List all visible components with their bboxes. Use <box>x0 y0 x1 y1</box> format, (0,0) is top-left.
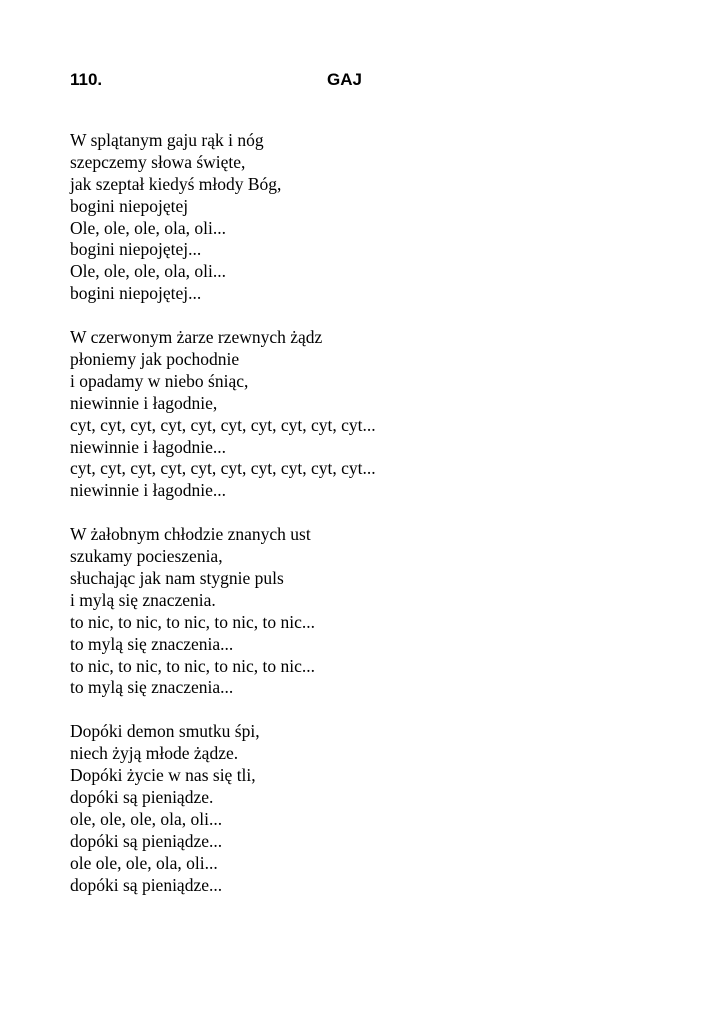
poem-line: dopóki są pieniądze... <box>70 830 223 851</box>
poem-line: to nic, to nic, to nic, to nic, to nic... <box>70 611 315 632</box>
poem-line: bogini niepojętej... <box>70 283 202 304</box>
poem-line: ole, ole, ole, ola, oli... <box>70 808 223 829</box>
poem-line: W czerwonym żarze rzewnych żądz <box>70 327 323 348</box>
poem-line: to mylą się znaczenia... <box>70 633 234 654</box>
song-title: GAJ <box>327 70 362 89</box>
poem-line: Ole, ole, ole, ola, oli... <box>70 217 227 238</box>
poem-line: niewinnie i łagodnie, <box>70 392 218 413</box>
poem-line: W żałobnym chłodzie znanych ust <box>70 524 311 545</box>
poem-line: szepczemy słowa święte, <box>70 151 246 172</box>
poem-line: Dopóki demon smutku śpi, <box>70 721 260 742</box>
poem-line: bogini niepojętej <box>70 195 189 216</box>
poem-line: to nic, to nic, to nic, to nic, to nic... <box>70 655 315 676</box>
poem-line: ole ole, ole, ola, oli... <box>70 852 218 873</box>
poem-line: dopóki są pieniądze. <box>70 787 214 808</box>
poem-line: szukamy pocieszenia, <box>70 546 223 567</box>
poem-line: niewinnie i łagodnie... <box>70 436 227 457</box>
song-heading <box>0 70 724 94</box>
poem-line: jak szeptał kiedyś młody Bóg, <box>70 173 282 194</box>
poem-line: cyt, cyt, cyt, cyt, cyt, cyt, cyt, cyt, cyt, cyt... <box>70 458 376 479</box>
poem-line: niech żyją młode żądze. <box>70 743 239 764</box>
stanza <box>70 524 690 699</box>
poem-line: cyt, cyt, cyt, cyt, cyt, cyt, cyt, cyt, cyt, cyt... <box>70 414 376 435</box>
poem-line: to mylą się znaczenia... <box>70 677 234 698</box>
stanza <box>70 721 690 896</box>
stanza <box>70 327 690 502</box>
poem-line: i opadamy w niebo śniąc, <box>70 370 249 391</box>
poem-line: W splątanym gaju rąk i nóg <box>70 130 264 150</box>
poem-line: i mylą się znaczenia. <box>70 589 216 610</box>
poem-body <box>70 130 690 919</box>
poem-line: Ole, ole, ole, ola, oli... <box>70 261 227 282</box>
poem-line: Dopóki życie w nas się tli, <box>70 765 256 786</box>
poem-line: dopóki są pieniądze... <box>70 874 223 895</box>
poem-line: płoniemy jak pochodnie <box>70 349 240 370</box>
poem-line: słuchając jak nam stygnie puls <box>70 568 284 589</box>
poem-line: niewinnie i łagodnie... <box>70 480 227 501</box>
song-number: 110. <box>70 70 103 89</box>
poem-line: bogini niepojętej... <box>70 239 202 260</box>
stanza <box>70 130 690 305</box>
